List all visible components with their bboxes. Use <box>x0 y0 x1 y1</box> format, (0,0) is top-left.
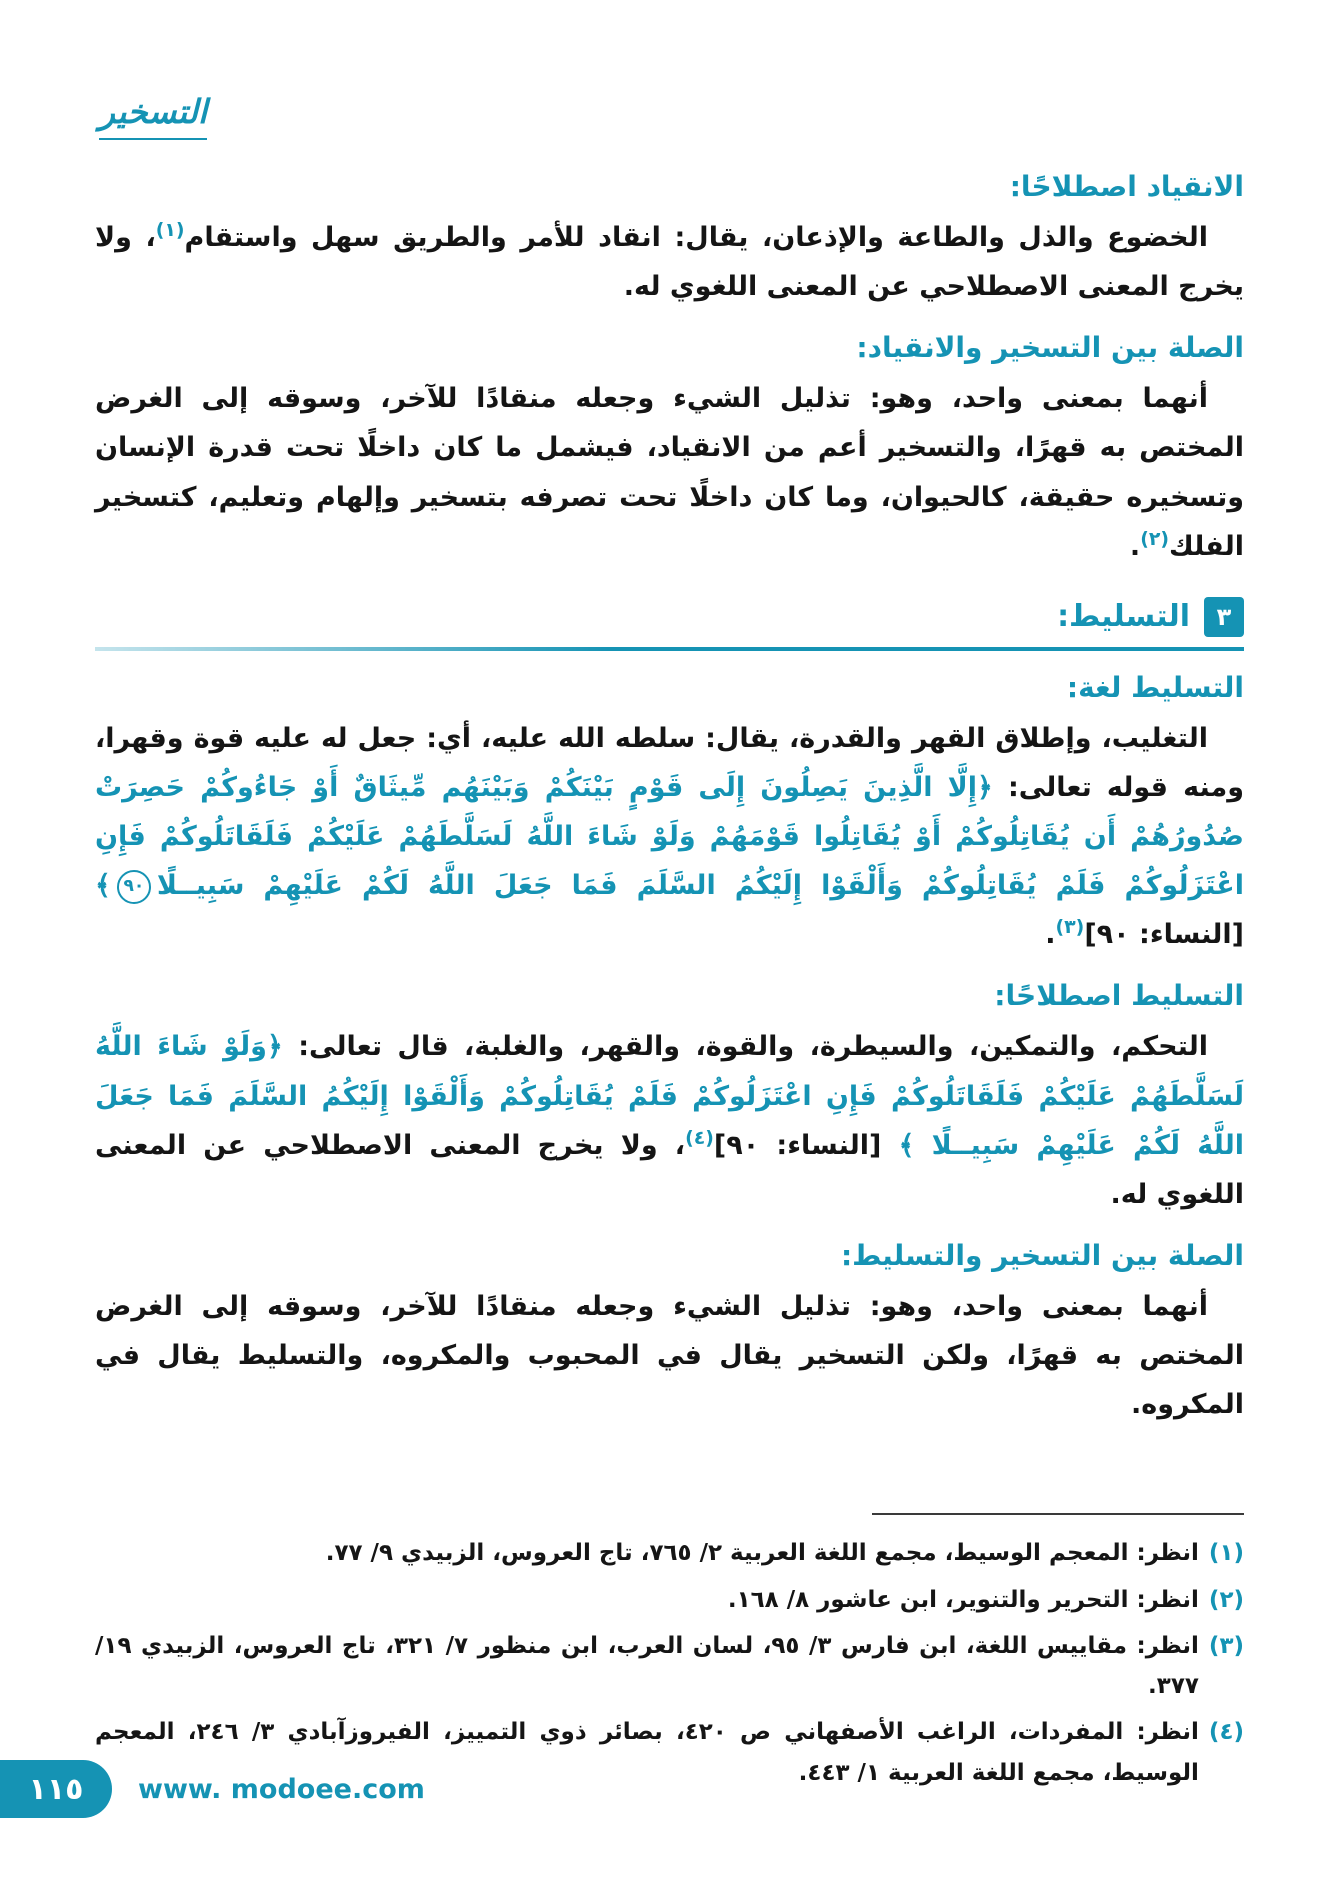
website-link[interactable]: www. modoee.com <box>138 1773 425 1805</box>
footnote-text: انظر: مقاييس اللغة، ابن فارس ٣/ ٩٥، لسان العرب، ابن منظور ٧/ ٣٢١، تاج العروس، الزبيدي ١٩/ ٣٧٧. <box>95 1632 1199 1699</box>
section-header-tasleet <box>95 597 1244 637</box>
body-text: التحكم، والتمكين، والسيطرة، والقوة، والقهر، والغلبة، قال تعالى: <box>282 1031 1208 1063</box>
body-text: ، ولا يخرج المعنى الاصطلاحي عن المعنى اللغوي له. <box>95 1129 1244 1210</box>
footnote-text: انظر: المعجم الوسيط، مجمع اللغة العربية ٢/ ٧٦٥، تاج العروس، الزبيدي ٩/ ٧٧. <box>325 1540 1199 1567</box>
footnote-marker-1: (١) <box>155 219 185 241</box>
footnote-text: انظر: المفردات، الراغب الأصفهاني ص ٤٢٠، بصائر ذوي التمييز، الفيروزآبادي ٣/ ٢٤٦، المعجم الوسيط، مجمع اللغة العربية ١/ ٤٤٣. <box>95 1719 1199 1786</box>
footnote-marker-4: (٤) <box>685 1126 714 1149</box>
verse-reference: [النساء: ٩٠] <box>1084 919 1244 951</box>
footnote-marker-3: (٣) <box>1055 916 1085 939</box>
paragraph-inqiyad-definition <box>95 213 1244 311</box>
section-title-tasleet: التسليط: <box>1057 599 1190 635</box>
heading-relation-taskheer-inqiyad: الصلة بين التسخير والانقياد: <box>856 331 1244 365</box>
body-text: . <box>1045 919 1056 951</box>
running-header <box>99 92 207 140</box>
paragraph-tasleet-terminology <box>95 1022 1244 1219</box>
footnote-number: (٢) <box>1208 1586 1244 1613</box>
footnotes-section <box>95 1513 1244 1793</box>
heading-tasleet-terminology: التسليط اصطلاحًا: <box>994 979 1244 1013</box>
section-number-badge <box>1204 597 1244 637</box>
paragraph-relation-inqiyad <box>95 374 1244 571</box>
body-text: أنهما بمعنى واحد، وهو: تذليل الشيء وجعله منقادًا للآخر، وسوقه إلى الغرض المختص به قهرًا، والتسخير أعم من الانقياد، فيشمل ما كان داخلًا تحت قدرة الإنسان وتسخيره حقيقة، كالحيوان، وما كان داخلًا تحت تصرفه بتسخير وإلهام وتعليم، كتسخير الفلك <box>95 383 1244 562</box>
quran-verse: ﴿إِلَّا الَّذِينَ يَصِلُونَ إِلَى قَوْمٍ بَيْنَكُمْ وَبَيْنَهُم مِّيثَاقٌ أَوْ جَاءُوكُمْ حَصِرَتْ صُدُورُهُمْ أَن يُقَاتِلُوكُمْ أَوْ يُقَاتِلُوا قَوْمَهُمْ وَلَوْ شَاءَ اللَّهُ لَسَلَّطَهُمْ عَلَيْكُمْ فَلَقَاتَلُوكُمْ فَإِنِ اعْتَزَلُوكُمْ فَلَمْ يُقَاتِلُوكُمْ وَأَلْقَوْا إِلَيْكُمُ السَّلَمَ فَمَا جَعَلَ اللَّهُ لَكُمْ عَلَيْهِمْ سَبِيــلًا <box>95 771 1244 902</box>
body-text: ، ولا يخرج المعنى الاصطلاحي عن المعنى اللغوي له. <box>95 222 1244 303</box>
heading-relation-taskheer-tasleet: الصلة بين التسخير والتسليط: <box>840 1238 1244 1272</box>
ayah-number-circle: ٩٠ <box>117 870 151 904</box>
quran-closing-bracket: ﴾ <box>95 870 111 902</box>
body-text: . <box>1129 530 1141 562</box>
footnote-number: (٣) <box>1208 1632 1244 1659</box>
body-text: الخضوع والذل والطاعة والإذعان، يقال: انقاد للأمر والطريق سهل واستقام <box>184 222 1209 253</box>
paragraph-tasleet-language <box>95 714 1244 960</box>
paragraph-relation-tasleet <box>95 1282 1244 1429</box>
footnote-number: (٤) <box>1208 1719 1244 1746</box>
heading-inqiyad-terminology: الانقياد اصطلاحًا: <box>1009 170 1244 203</box>
body-text: التغليب، وإطلاق القهر والقدرة، يقال: سلطه الله عليه، أي: جعل له عليه قوة وقهرا، ومنه قوله تعالى: <box>95 722 1245 803</box>
page-number-badge <box>0 1760 112 1818</box>
footnote-marker-2: (٢) <box>1140 527 1169 550</box>
section-divider-rule <box>95 647 1244 651</box>
verse-reference: [النساء: ٩٠] <box>713 1129 882 1161</box>
page-number: ١١٥ <box>28 1771 84 1807</box>
page-footer <box>0 1760 425 1818</box>
heading-tasleet-language: التسليط لغة: <box>1066 670 1244 704</box>
body-text: أنهما بمعنى واحد، وهو: تذليل الشيء وجعله منقادًا للآخر، وسوقه إلى الغرض المختص به قهرًا، ولكن التسخير يقال في المحبوب والمكروه، والتسليط يقال في المكروه. <box>95 1290 1244 1421</box>
section-number: ٣ <box>1216 602 1232 631</box>
footnote-text: انظر: التحرير والتنوير، ابن عاشور ٨/ ١٦٨. <box>727 1586 1199 1613</box>
footnote-item <box>95 1533 1244 1573</box>
footnote-item <box>95 1580 1244 1620</box>
footnote-number: (١) <box>1208 1540 1244 1567</box>
footnote-separator-rule <box>872 1513 1244 1515</box>
running-title-rule <box>99 138 207 140</box>
footnote-item <box>95 1626 1244 1707</box>
quran-verse: ﴿وَلَوْ شَاءَ اللَّهُ لَسَلَّطَهُمْ عَلَيْكُمْ فَلَقَاتَلُوكُمْ فَإِنِ اعْتَزَلُوكُمْ فَلَمْ يُقَاتِلُوكُمْ وَأَلْقَوْا إِلَيْكُمُ السَّلَمَ فَمَا جَعَلَ اللَّهُ لَكُمْ عَلَيْهِمْ سَبِيــلًا ﴾ <box>95 1031 1245 1161</box>
running-title: التسخير <box>99 92 208 131</box>
